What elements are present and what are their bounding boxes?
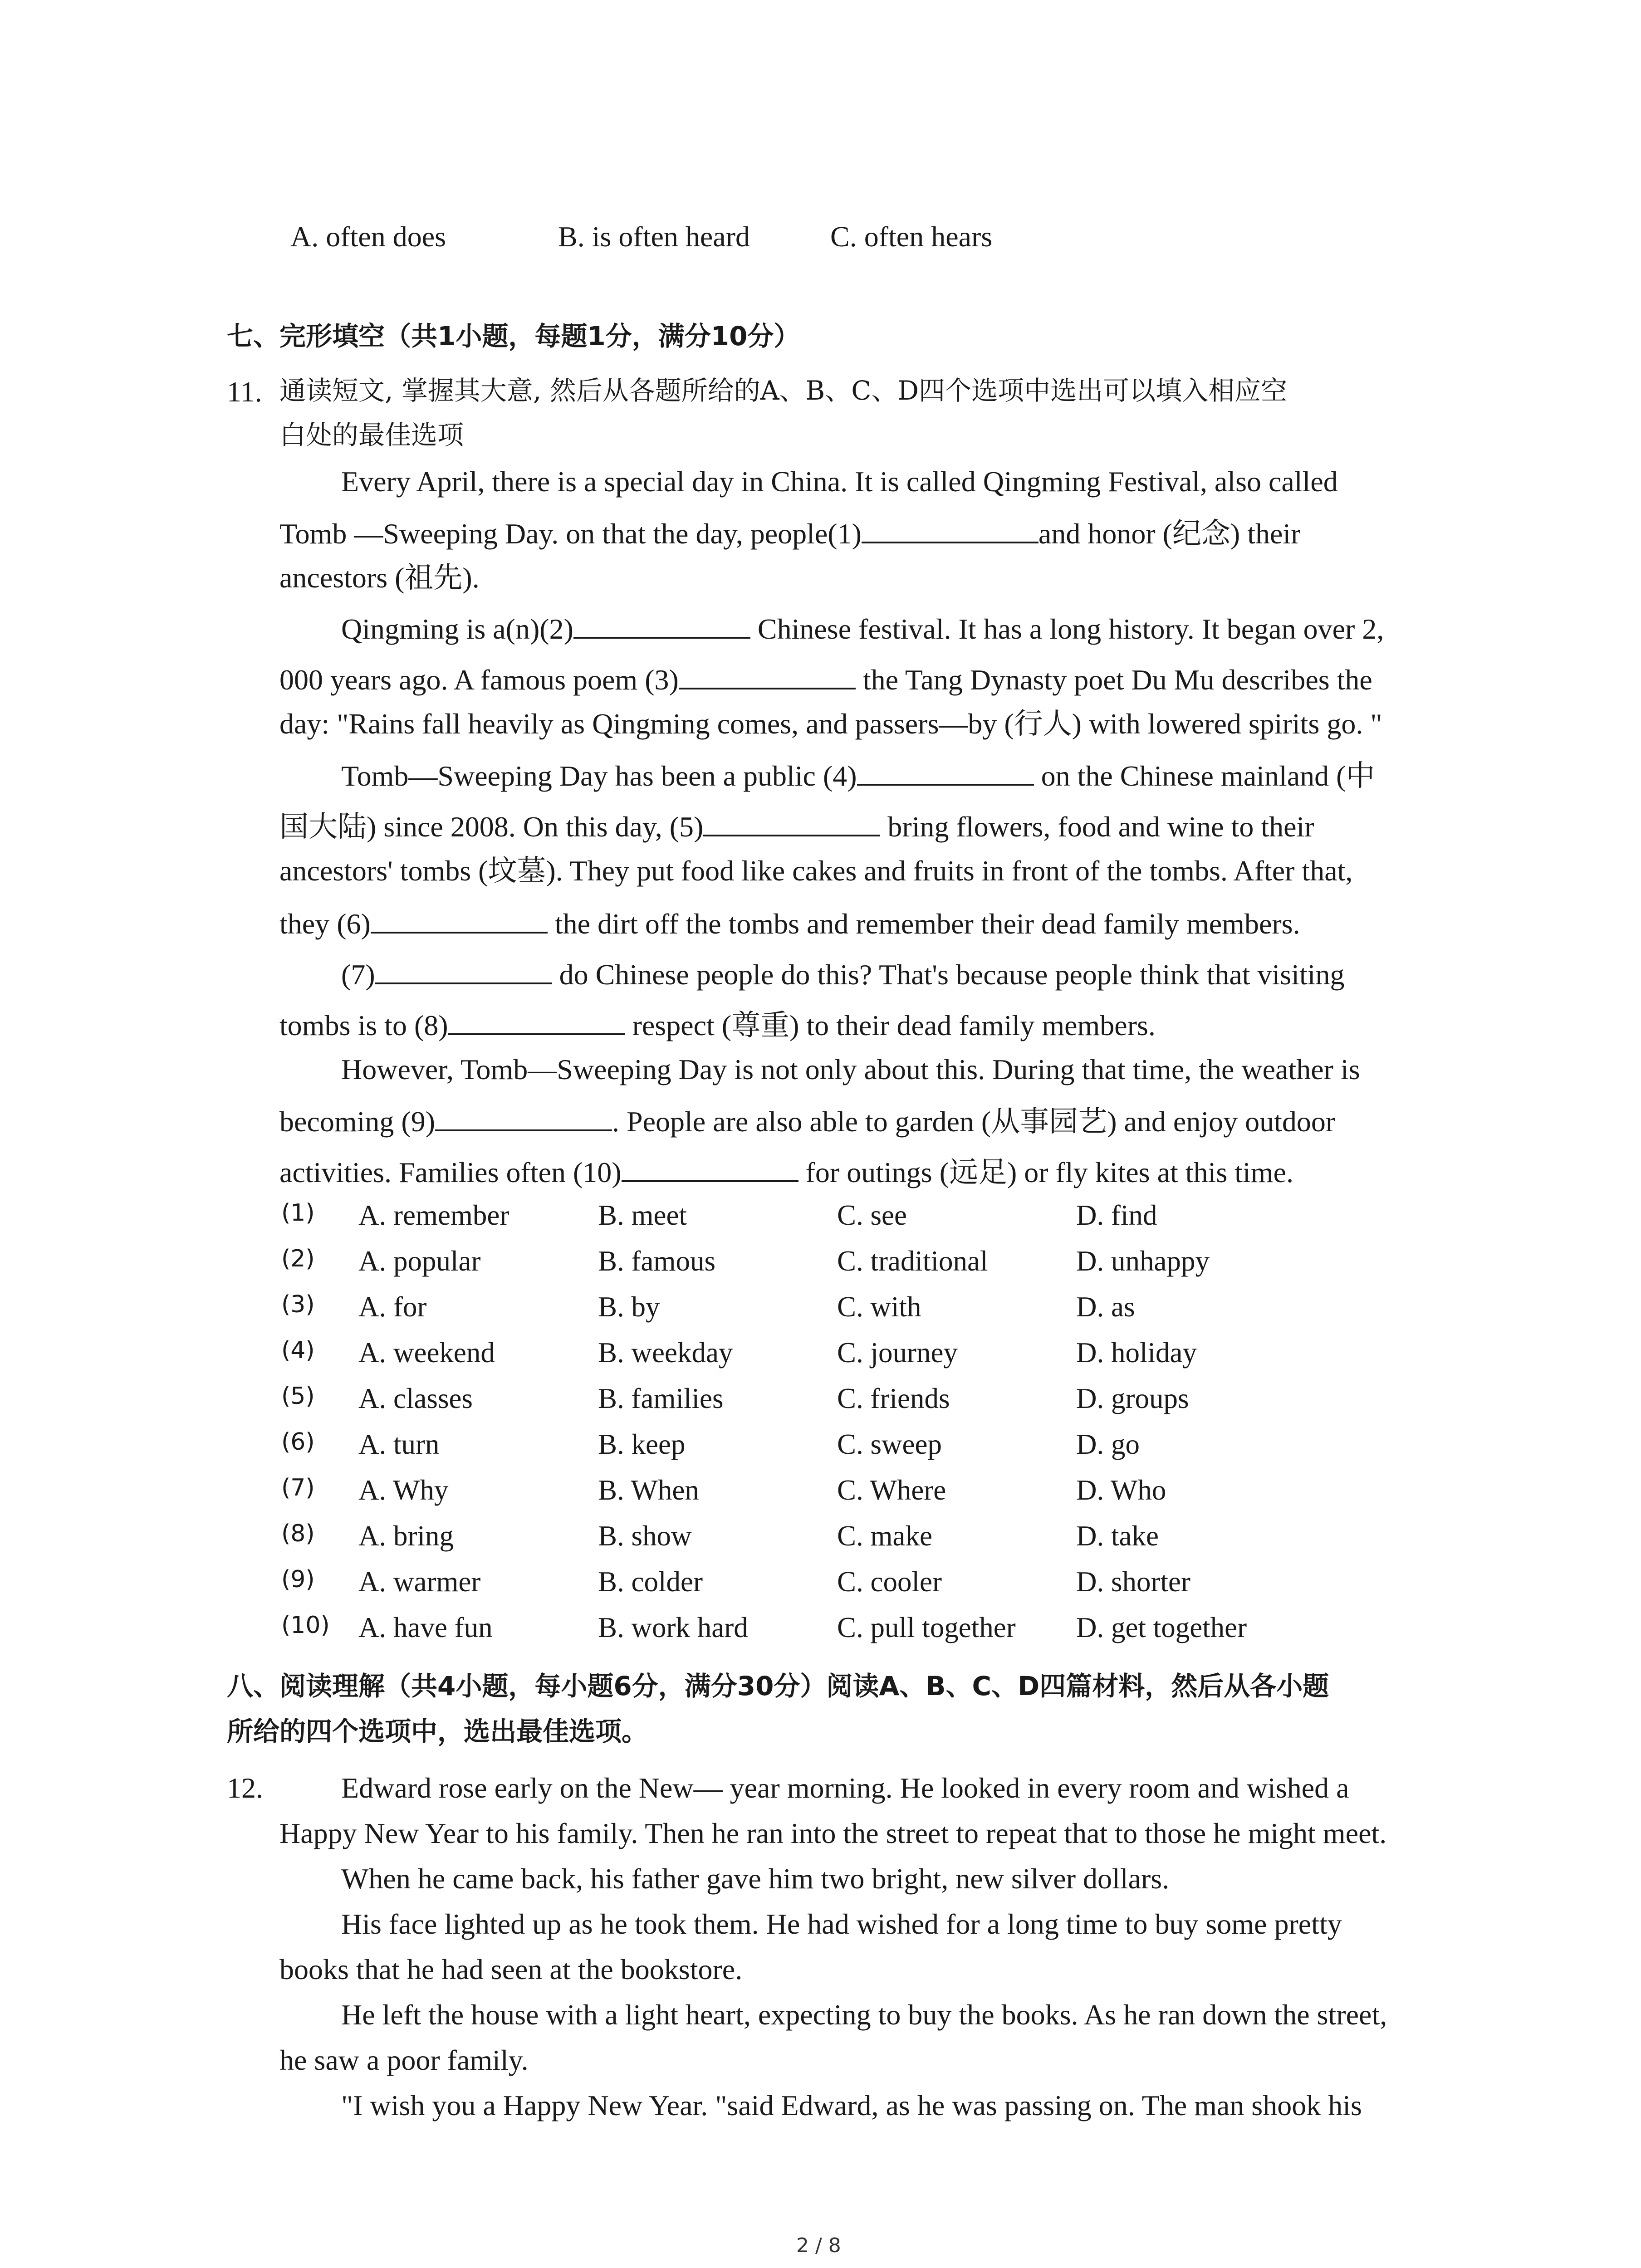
passage-line: 国大陆) since 2008. On this day, (5) bring flowers, food and wine to their xyxy=(279,811,1314,843)
option-a[interactable]: A. weekend xyxy=(358,1337,495,1369)
option-c[interactable]: C. make xyxy=(837,1520,932,1552)
reading-line: Edward rose early on the New— year morning. He looked in every room and wished a xyxy=(341,1772,1349,1804)
option-d[interactable]: D. get together xyxy=(1076,1612,1247,1643)
option-number: (7) xyxy=(281,1474,315,1501)
option-number: (9) xyxy=(281,1566,315,1593)
blank-10[interactable] xyxy=(622,1156,798,1182)
question-number-11: 11. xyxy=(227,376,262,408)
blank-8[interactable] xyxy=(448,1009,625,1035)
option-a[interactable]: A. warmer xyxy=(358,1566,481,1598)
option-c[interactable]: C. with xyxy=(837,1291,921,1323)
blank-5[interactable] xyxy=(703,810,880,836)
option-a[interactable]: A. remember xyxy=(358,1199,509,1231)
option-c[interactable]: C. sweep xyxy=(837,1428,942,1460)
option-number: (2) xyxy=(281,1245,315,1272)
option-c[interactable]: C. traditional xyxy=(837,1245,988,1277)
passage-line: ancestors (祖先). xyxy=(279,562,480,594)
blank-2[interactable] xyxy=(573,612,750,639)
option-b[interactable]: B. families xyxy=(598,1383,724,1414)
reading-line: His face lighted up as he took them. He had wished for a long time to buy some pretty xyxy=(341,1908,1342,1940)
blank-7[interactable] xyxy=(375,958,552,984)
option-d[interactable]: D. find xyxy=(1076,1199,1157,1231)
option-c[interactable]: C. cooler xyxy=(837,1566,942,1598)
passage-line: activities. Families often (10) for outings (远足) or fly kites at this time. xyxy=(279,1156,1293,1188)
passage-line: day: "Rains fall heavily as Qingming comes, and passers—by (行人) with lowered spirits go. " xyxy=(279,708,1382,740)
option-b[interactable]: B. weekday xyxy=(598,1337,733,1369)
option-b[interactable]: B. work hard xyxy=(598,1612,748,1643)
prev-option-b: B. is often heard xyxy=(558,220,750,253)
option-a[interactable]: A. for xyxy=(358,1291,427,1323)
prev-option-c: C. often hears xyxy=(830,220,993,253)
reading-line: He left the house with a light heart, expecting to buy the books. As he ran down the street, xyxy=(341,1999,1387,2031)
option-a[interactable]: A. Why xyxy=(358,1474,449,1506)
section-8-title-cont: 所给的四个选项中，选出最佳选项。 xyxy=(227,1716,648,1747)
page-number: 2 / 8 xyxy=(796,2234,841,2257)
passage-line: Tomb—Sweeping Day has been a public (4) on the Chinese mainland (中 xyxy=(341,760,1375,792)
passage-line: they (6) the dirt off the tombs and remember their dead family members. xyxy=(279,908,1300,940)
option-number: (10) xyxy=(281,1612,330,1639)
option-a[interactable]: A. classes xyxy=(358,1383,473,1414)
passage-line: However, Tomb—Sweeping Day is not only about this. During that time, the weather is xyxy=(341,1053,1360,1085)
section-8-title: 八、阅读理解（共4小题，每小题6分，满分30分）阅读A、B、C、D四篇材料，然后从各小题 xyxy=(227,1671,1329,1701)
option-number: (4) xyxy=(281,1337,315,1364)
passage-line: 000 years ago. A famous poem (3) the Tang Dynasty poet Du Mu describes the xyxy=(279,664,1372,696)
option-d[interactable]: D. as xyxy=(1076,1291,1135,1323)
option-b[interactable]: B. colder xyxy=(598,1566,703,1598)
reading-line: When he came back, his father gave him two bright, new silver dollars. xyxy=(341,1862,1170,1895)
passage-line: (7) do Chinese people do this? That's because people think that visiting xyxy=(341,958,1345,991)
option-b[interactable]: B. meet xyxy=(598,1199,687,1231)
passage-line: ancestors' tombs (坟墓). They put food like cakes and fruits in front of the tombs. After that, xyxy=(279,855,1353,887)
option-c[interactable]: C. journey xyxy=(837,1337,958,1369)
option-d[interactable]: D. take xyxy=(1076,1520,1159,1552)
option-b[interactable]: B. by xyxy=(598,1291,660,1323)
reading-line: "I wish you a Happy New Year. "said Edward, as he was passing on. The man shook his xyxy=(341,2089,1362,2121)
option-a[interactable]: A. have fun xyxy=(358,1612,493,1643)
option-d[interactable]: D. holiday xyxy=(1076,1337,1197,1369)
option-b[interactable]: B. show xyxy=(598,1520,692,1552)
option-number: (5) xyxy=(281,1383,315,1410)
reading-line: Happy New Year to his family. Then he ran into the street to repeat that to those he might meet. xyxy=(279,1817,1387,1849)
blank-4[interactable] xyxy=(857,759,1034,786)
blank-6[interactable] xyxy=(371,907,548,934)
option-d[interactable]: D. go xyxy=(1076,1428,1140,1460)
option-c[interactable]: C. friends xyxy=(837,1383,950,1414)
blank-3[interactable] xyxy=(679,663,856,689)
blank-1[interactable] xyxy=(862,517,1038,543)
passage-line: becoming (9) . People are also able to garden (从事园艺) and enjoy outdoor xyxy=(279,1105,1336,1138)
option-a[interactable]: A. popular xyxy=(358,1245,481,1277)
option-number: (3) xyxy=(281,1291,315,1318)
reading-line: books that he had seen at the bookstore. xyxy=(279,1953,743,1985)
option-number: (1) xyxy=(281,1199,315,1227)
option-number: (6) xyxy=(281,1428,315,1456)
question-number-12: 12. xyxy=(227,1772,263,1804)
option-d[interactable]: D. Who xyxy=(1076,1474,1166,1506)
option-d[interactable]: D. groups xyxy=(1076,1383,1189,1414)
passage-line: tombs is to (8) respect (尊重) to their dead family members. xyxy=(279,1009,1156,1041)
option-d[interactable]: D. shorter xyxy=(1076,1566,1190,1598)
option-d[interactable]: D. unhappy xyxy=(1076,1245,1210,1277)
option-a[interactable]: A. turn xyxy=(358,1428,440,1460)
passage-line: Qingming is a(n)(2) Chinese festival. It has a long history. It began over 2, xyxy=(341,613,1384,645)
passage-line: Tomb —Sweeping Day. on that the day, people(1) and honor (纪念) their xyxy=(279,518,1301,550)
reading-line: he saw a poor family. xyxy=(279,2044,529,2076)
option-b[interactable]: B. keep xyxy=(598,1428,686,1460)
instruction-line-1: 通读短文, 掌握其大意, 然后从各题所给的A、B、C、D四个选项中选出可以填入相应空 xyxy=(279,375,1288,406)
option-b[interactable]: B. famous xyxy=(598,1245,715,1277)
prev-option-a: A. often does xyxy=(290,220,446,253)
option-number: (8) xyxy=(281,1520,315,1547)
option-c[interactable]: C. see xyxy=(837,1199,907,1231)
blank-9[interactable] xyxy=(435,1105,612,1131)
option-b[interactable]: B. When xyxy=(598,1474,699,1506)
option-c[interactable]: C. pull together xyxy=(837,1612,1016,1643)
instruction-line-2: 白处的最佳选项 xyxy=(279,420,464,450)
section-7-title: 七、完形填空（共1小题，每题1分，满分10分） xyxy=(227,321,800,352)
passage-line: Every April, there is a special day in China. It is called Qingming Festival, also called xyxy=(341,465,1338,498)
option-c[interactable]: C. Where xyxy=(837,1474,946,1506)
option-a[interactable]: A. bring xyxy=(358,1520,454,1552)
